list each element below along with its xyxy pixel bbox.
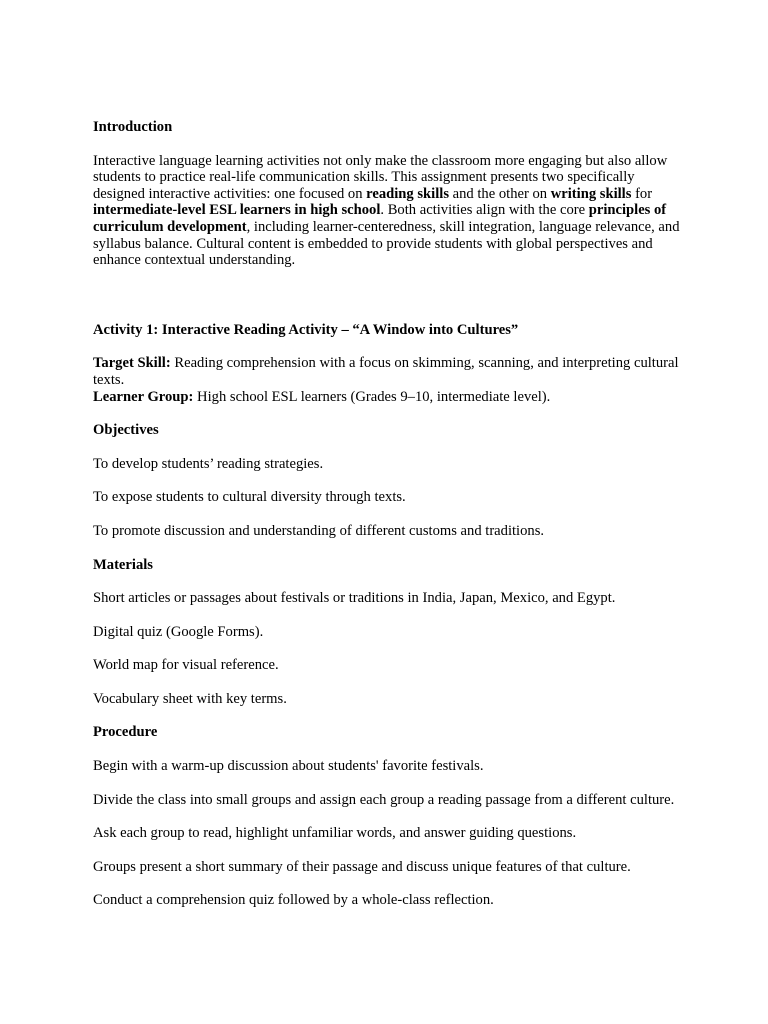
section-spacer <box>93 286 683 322</box>
activity-1-heading: Activity 1: Interactive Reading Activity – “A Window into Cultures” <box>93 321 519 338</box>
procedure-step: Groups present a short summary of their passage and discuss unique features of that culture. <box>93 858 631 875</box>
objective-item: To expose students to cultural diversity through texts. <box>93 489 406 506</box>
material-item: World map for visual reference. <box>93 657 279 674</box>
material-item: Short articles or passages about festivals or traditions in India, Japan, Mexico, and Egypt. <box>93 590 616 607</box>
material-item: Vocabulary sheet with key terms. <box>93 690 287 707</box>
procedure-heading: Procedure <box>93 724 158 741</box>
intro-text: . Both activities align with the core <box>380 202 589 219</box>
target-skill-text: Reading comprehension with a focus on skimming, scanning, and interpreting cultural texts. <box>93 355 679 388</box>
intro-text: for <box>631 185 653 202</box>
materials-heading: Materials <box>93 556 153 573</box>
objective-item: To promote discussion and understanding of different customs and traditions. <box>93 522 545 539</box>
document-page <box>93 119 683 926</box>
intro-bold-principles: principles of curriculum development <box>93 202 667 235</box>
procedure-step: Begin with a warm-up discussion about students' favorite festivals. <box>93 758 484 775</box>
intro-bold-learners: intermediate-level ESL learners in high school <box>93 202 381 219</box>
procedure-step: Divide the class into small groups and assign each group a reading passage from a different culture. <box>93 791 675 808</box>
intro-text: and the other on <box>449 185 551 202</box>
intro-text: , including learner-centeredness, skill integration, language relevance, and syllabus balance. Cultural content is embedded to provide students with global perspectives and enhance contextual understanding. <box>93 218 680 269</box>
introduction-paragraph <box>93 153 683 269</box>
intro-bold-reading-skills: reading skills <box>366 185 449 202</box>
learner-group-label: Learner Group: <box>93 388 194 405</box>
intro-text: Interactive language learning activities not only make the classroom more engaging but also allow students to practice real-life communication skills. This assignment presents two specifically designed interactive activities: one focused on <box>93 152 668 202</box>
introduction-heading: Introduction <box>93 119 173 135</box>
target-skill-line <box>93 355 683 388</box>
intro-bold-writing-skills: writing skills <box>550 185 632 202</box>
procedure-step: Conduct a comprehension quiz followed by a whole-class reflection. <box>93 892 494 909</box>
learner-group-line <box>93 389 683 406</box>
objectives-heading: Objectives <box>93 422 159 439</box>
target-skill-label: Target Skill: <box>93 355 171 372</box>
learner-group-text: High school ESL learners (Grades 9–10, intermediate level). <box>193 388 551 405</box>
material-item: Digital quiz (Google Forms). <box>93 623 264 640</box>
procedure-step: Ask each group to read, highlight unfamiliar words, and answer guiding questions. <box>93 825 577 842</box>
objective-item: To develop students’ reading strategies. <box>93 455 324 472</box>
